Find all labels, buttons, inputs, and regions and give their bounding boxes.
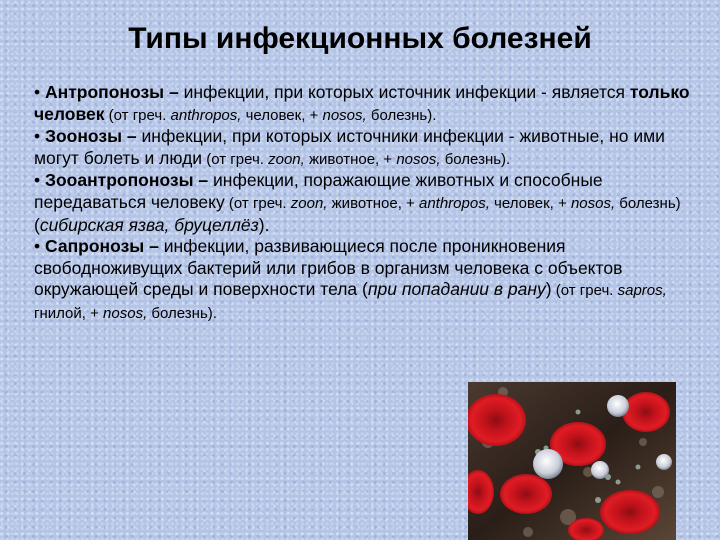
dash: – <box>198 170 209 191</box>
red-blood-cell <box>500 474 552 514</box>
white-blood-cell <box>607 395 629 417</box>
etymology: (от греч. zoon, животное, + nosos, болезнь). <box>202 150 511 168</box>
white-blood-cell <box>533 449 563 479</box>
definition: инфекции, при которых источники инфекции - животные, но ими могут болеть и люди <box>34 126 665 168</box>
bullet: • <box>34 170 41 191</box>
term-zoonoses: Зоонозы <box>45 126 123 147</box>
definition: инфекции, при которых источник инфекции - является <box>178 82 630 102</box>
etymology: (от греч. anthropos, человек, + nosos, болезнь). <box>104 106 437 124</box>
emphasis: только человек <box>34 82 690 124</box>
emphasis: при попадании в рану <box>367 279 546 300</box>
dash: – <box>149 236 159 257</box>
etymology: (от греч. sapros, гнилой, + nosos, болезнь). <box>34 282 667 322</box>
term-anthroponoses: Антропонозы <box>45 82 165 102</box>
body-text <box>34 82 694 325</box>
bullet: • <box>34 82 41 102</box>
term-sapronoses: Сапронозы <box>45 236 145 257</box>
white-blood-cell <box>591 461 609 479</box>
item-sapronoses: • Сапронозы – инфекции, развивающиеся после проникновения свободноживущих бактерий или грибов в организм человека с объектов окружающей среды и поверхности тела (при попадании в рану) (от греч. sapros, гнилой, + nosos, болезнь). <box>34 236 667 322</box>
red-blood-cell <box>468 394 526 446</box>
white-blood-cell <box>656 454 672 470</box>
item-zoonoses <box>34 126 694 170</box>
bullet: • <box>34 236 41 257</box>
dash: – <box>168 82 179 102</box>
definition: инфекции, поражающие животных и способные передаваться человеку <box>34 170 603 212</box>
item-anthroponoses <box>34 82 694 126</box>
red-blood-cell <box>600 490 660 534</box>
examples: сибирская язва, бруцеллёз <box>39 214 259 235</box>
etymology: (от греч. zoon, животное, + anthropos, человек, + nosos, болезнь) <box>224 194 681 212</box>
bullet: • <box>34 126 41 147</box>
red-blood-cell <box>622 392 670 432</box>
item-zooanthroponoses: • Зооантропонозы – инфекции, поражающие животных и способные передаваться человеку (от греч. zoon, животное, + anthropos, человек, + nosos, болезнь) (сибирская язва, бруцеллёз). <box>34 170 681 235</box>
slide-title: Типы инфекционных болезней <box>128 22 592 55</box>
blood-cells-illustration <box>468 382 676 540</box>
definition: инфекции, развивающиеся после проникновения свободноживущих бактерий или грибов в организм человека с объектов окружающей среды и поверхности тела ( <box>34 236 623 300</box>
dash: – <box>126 126 137 147</box>
blood-cells-photo <box>468 382 676 540</box>
term-zooanthroponoses: Зооантропонозы <box>45 170 194 191</box>
